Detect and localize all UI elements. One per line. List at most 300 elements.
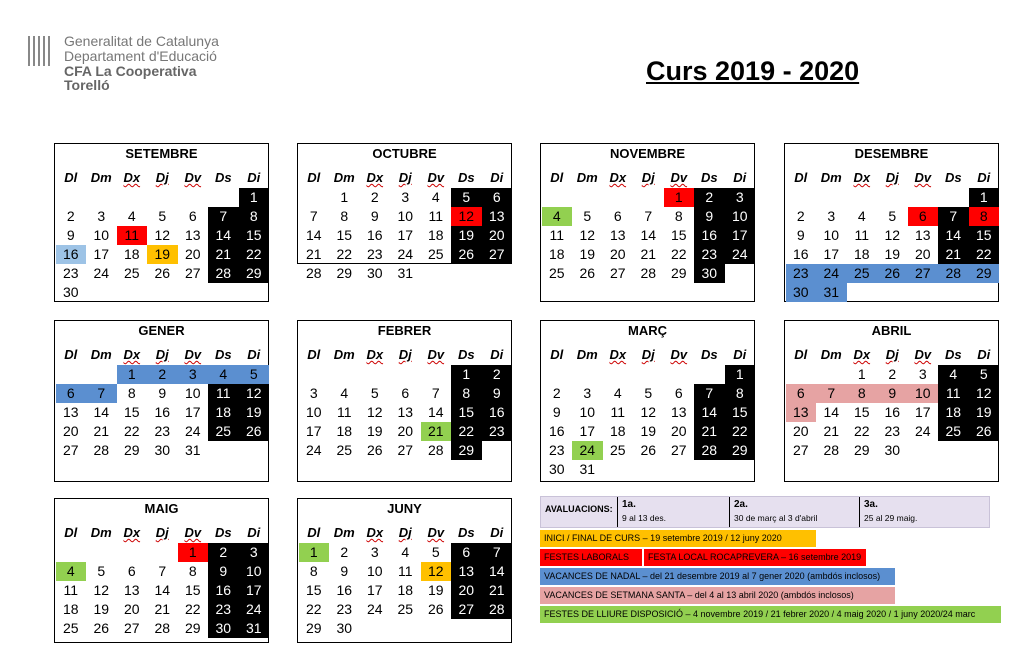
weekday-header: Dv [914,170,932,185]
day-cell: 21 [208,245,239,264]
day-cell: 15 [725,403,756,422]
day-cell: 27 [609,265,626,281]
day-cell: 14 [640,227,657,243]
month-name: MAIG [144,501,179,516]
day-cell: 8 [239,207,270,226]
evaluation-1-title: 1a. [622,499,636,510]
weekday-header: Dm [576,170,598,185]
evaluation-2-title: 2a. [734,499,748,510]
day-cell: 15 [123,404,140,420]
day-cell: 28 [208,264,239,283]
weekday-header: Dm [820,347,842,362]
day-cell: 26 [877,264,908,283]
legend-festes-lliure: FESTES DE LLIURE DISPOSICIÓ – 4 novembre 2019 / 21 febrer 2020 / 4 maig 2020 / 1 juny 2020/24 marc [540,606,1001,623]
day-cell: 7 [208,207,239,226]
day-cell: 2 [340,544,349,560]
day-cell: 12 [451,207,482,226]
day-cell: 29 [184,620,201,636]
day-cell: 3 [239,543,270,562]
weekday-header: Ds [214,525,232,540]
day-cell: 10 [93,227,110,243]
day-cell: 14 [482,562,513,581]
day-cell: 19 [93,601,110,617]
day-cell: 17 [93,246,110,262]
day-cell: 22 [184,601,201,617]
day-cell: 20 [451,581,482,600]
day-cell: 18 [336,423,353,439]
day-cell: 3 [309,385,318,401]
day-cell: 15 [305,582,322,598]
day-cell: 29 [451,441,482,460]
day-cell: 9 [340,563,349,579]
weekday-header: Dl [307,170,321,185]
day-cell: 28 [482,600,513,619]
day-cell: 31 [184,442,201,458]
month-octubre [297,143,512,281]
day-cell: 16 [482,403,513,422]
day-cell: 9 [552,404,561,420]
day-cell: 9 [158,385,167,401]
weekday-header: Dj [885,347,899,362]
day-cell: 23 [208,600,239,619]
day-cell: 23 [366,246,383,262]
weekday-header: Dl [794,347,808,362]
day-cell: 27 [451,600,482,619]
day-cell: 16 [208,581,239,600]
day-cell: 11 [117,226,148,245]
legend-festa-local: FESTA LOCAL ROCAPREVERA – 16 setembre 2019 [644,549,866,566]
day-cell: 6 [451,543,482,562]
day-cell: 25 [397,601,414,617]
weekday-header: Dl [550,170,564,185]
evaluation-2 [729,497,862,527]
day-cell: 13 [184,227,201,243]
weekday-header: Di [733,170,747,185]
day-cell: 25 [62,620,79,636]
day-cell: 10 [579,404,596,420]
day-cell: 4 [56,562,87,581]
weekday-header: Dj [641,347,655,362]
day-cell: 17 [823,246,840,262]
weekday-header: Dv [427,525,445,540]
weekday-header: Dx [123,347,141,362]
day-cell: 23 [482,422,513,441]
day-cell: 28 [93,442,110,458]
day-cell: 21 [938,245,969,264]
day-cell: 3 [583,385,592,401]
day-cell: 20 [792,423,809,439]
day-cell: 17 [239,581,270,600]
day-cell: 2 [552,385,561,401]
day-cell: 8 [340,208,349,224]
weekday-header: Di [490,525,504,540]
weekday-header: Ds [214,347,232,362]
day-cell: 16 [336,582,353,598]
day-cell: 17 [305,423,322,439]
day-cell: 22 [123,423,140,439]
weekday-header: Dx [366,347,384,362]
day-cell: 5 [583,208,592,224]
day-cell: 4 [542,207,573,226]
day-cell: 2 [147,365,178,384]
day-cell: 15 [451,403,482,422]
legend-inici-final: INICI / FINAL DE CURS – 19 setembre 2019 / 12 juny 2020 [540,530,816,547]
day-cell: 9 [66,227,75,243]
weekday-header: Dx [366,525,384,540]
day-cell: 9 [370,208,379,224]
day-cell: 9 [694,207,725,226]
day-cell: 16 [884,404,901,420]
day-cell: 29 [853,442,870,458]
weekday-header: Di [247,170,261,185]
day-cell: 1 [340,189,349,205]
day-cell: 13 [451,562,482,581]
month-name: DESEMBRE [854,146,929,161]
day-cell: 15 [969,226,1000,245]
day-cell: 22 [451,422,482,441]
day-cell: 28 [938,264,969,283]
day-cell: 5 [97,563,106,579]
month-name: NOVEMBRE [609,146,686,161]
month-setembre [54,143,269,302]
day-cell: 23 [548,442,565,458]
day-cell: 24 [239,600,270,619]
weekday-header: Ds [700,347,718,362]
day-cell: 11 [610,404,626,420]
day-cell: 11 [397,563,413,579]
weekday-header: Dj [398,525,412,540]
day-cell: 17 [725,226,756,245]
weekday-header: Dl [307,347,321,362]
day-cell: 29 [969,264,1000,283]
month-febrer [297,320,512,482]
weekday-header: Dx [123,525,141,540]
weekday-header: Dm [333,525,355,540]
day-cell: 11 [854,227,870,243]
day-cell: 29 [725,441,756,460]
weekday-header: Di [977,170,991,185]
day-cell: 21 [694,422,725,441]
header-line-2: Departament d'Educació [64,47,217,64]
weekday-header: Dl [64,525,78,540]
day-cell: 20 [184,246,201,262]
day-cell: 28 [640,265,657,281]
day-cell: 25 [847,264,878,283]
weekday-header: Dx [609,170,627,185]
day-cell: 12 [579,227,596,243]
day-cell: 27 [792,442,809,458]
day-cell: 4 [613,385,622,401]
day-cell: 10 [823,227,840,243]
day-cell: 7 [431,385,440,401]
day-cell: 17 [397,227,414,243]
day-cell: 18 [853,246,870,262]
day-cell: 21 [640,246,657,262]
day-cell: 15 [336,227,353,243]
day-cell: 30 [208,619,239,638]
day-cell: 13 [123,582,140,598]
day-cell: 30 [366,265,383,281]
legend-vacances-setmana-santa: VACANCES DE SETMANA SANTA – del 4 al 13 abril 2020 (ambdós inclosos) [540,587,895,604]
day-cell: 8 [127,385,136,401]
day-cell: 31 [816,283,847,302]
day-cell: 28 [154,620,171,636]
day-cell: 8 [969,207,1000,226]
day-cell: 14 [154,582,171,598]
day-cell: 11 [938,384,969,403]
weekday-header: Ds [700,170,718,185]
evaluation-3-title: 3a. [864,499,878,510]
day-cell: 30 [884,442,901,458]
day-cell: 7 [694,384,725,403]
weekday-header: Ds [944,170,962,185]
day-cell: 27 [123,620,140,636]
month-name: OCTUBRE [372,146,437,161]
day-cell: 18 [938,403,969,422]
month-name: FEBRER [377,323,432,338]
day-cell: 10 [239,562,270,581]
day-cell: 20 [397,423,414,439]
day-cell: 3 [178,365,209,384]
day-cell: 31 [239,619,270,638]
weekday-header: Dv [184,170,202,185]
weekday-header: Dj [155,170,169,185]
day-cell: 3 [918,366,927,382]
day-cell: 25 [548,265,565,281]
generalitat-logo-icon [28,36,52,66]
day-cell: 26 [579,265,596,281]
day-cell: 9 [796,227,805,243]
day-cell: 12 [93,582,110,598]
weekday-header: Dx [366,170,384,185]
day-cell: 8 [309,563,318,579]
day-cell: 2 [482,365,513,384]
day-cell: 19 [969,403,1000,422]
day-cell: 10 [725,207,756,226]
day-cell: 13 [786,403,817,422]
day-cell: 16 [792,246,809,262]
day-cell: 26 [239,422,270,441]
day-cell: 12 [239,384,270,403]
day-cell: 24 [184,423,201,439]
weekday-header: Dm [820,170,842,185]
day-cell: 2 [888,366,897,382]
page-title: Curs 2019 - 2020 [646,56,860,86]
day-cell: 18 [609,423,626,439]
weekday-header: Di [247,347,261,362]
day-cell: 19 [579,246,596,262]
day-cell: 5 [370,385,379,401]
evaluations-label: AVALUACIONS: [545,504,613,514]
day-cell: 27 [397,442,414,458]
weekday-header: Di [247,525,261,540]
day-cell: 31 [579,461,596,477]
day-cell: 16 [548,423,565,439]
day-cell: 17 [366,582,383,598]
day-cell: 11 [63,582,79,598]
day-cell: 10 [908,384,939,403]
day-cell: 14 [938,226,969,245]
weekday-header: Dl [64,347,78,362]
day-cell: 27 [184,265,201,281]
day-cell: 21 [421,422,452,441]
day-cell: 2 [796,208,805,224]
day-cell: 4 [208,365,239,384]
day-cell: 22 [670,246,687,262]
month-desembre [784,143,999,302]
day-cell: 26 [154,265,171,281]
month-abril [784,320,999,482]
day-cell: 8 [451,384,482,403]
month-juny [297,498,512,643]
day-cell: 20 [123,601,140,617]
day-cell: 24 [397,246,414,262]
day-cell: 2 [208,543,239,562]
day-cell: 24 [816,264,847,283]
day-cell: 6 [786,384,817,403]
day-cell: 31 [397,265,414,281]
weekday-header: Ds [214,170,232,185]
weekday-header: Ds [944,347,962,362]
day-cell: 19 [884,246,901,262]
day-cell: 28 [427,442,444,458]
day-cell: 5 [888,208,897,224]
day-cell: 3 [97,208,106,224]
day-cell: 1 [299,543,330,562]
day-cell: 19 [366,423,383,439]
day-cell: 21 [823,423,840,439]
day-cell: 18 [548,246,565,262]
legend-festes-laborals: FESTES LABORALS [540,549,642,566]
day-cell: 19 [147,245,178,264]
weekday-header: Dv [670,347,688,362]
evaluation-1-dates: 9 al 13 des. [622,513,666,523]
day-cell: 24 [93,265,110,281]
day-cell: 25 [208,422,239,441]
day-cell: 19 [640,423,657,439]
day-cell: 12 [366,404,383,420]
day-cell: 20 [482,226,513,245]
day-cell: 29 [239,264,270,283]
day-cell: 23 [694,245,725,264]
day-cell: 10 [305,404,322,420]
day-cell: 2 [694,188,725,207]
day-cell: 6 [613,208,622,224]
evaluation-3-dates: 25 al 29 maig. [864,513,918,523]
day-cell: 22 [725,422,756,441]
day-cell: 14 [93,404,110,420]
header-line-1: Generalitat de Catalunya [64,33,219,49]
day-cell: 5 [431,544,440,560]
weekday-header: Dx [853,170,871,185]
day-cell: 14 [305,227,322,243]
day-cell: 28 [305,265,322,281]
day-cell: 12 [421,562,452,581]
day-cell: 5 [451,188,482,207]
day-cell: 7 [309,208,318,224]
day-cell: 21 [154,601,171,617]
day-cell: 4 [340,385,349,401]
day-cell: 27 [670,442,687,458]
day-cell: 7 [938,207,969,226]
day-cell: 21 [93,423,110,439]
day-cell: 30 [154,442,171,458]
day-cell: 26 [451,245,482,264]
day-cell: 25 [938,422,969,441]
day-cell: 19 [427,582,444,598]
day-cell: 16 [694,226,725,245]
day-cell: 14 [823,404,840,420]
weekday-header: Ds [457,525,475,540]
weekday-header: Di [490,170,504,185]
day-cell: 26 [640,442,657,458]
weekday-header: Di [977,347,991,362]
month-gener [54,320,269,482]
day-cell: 27 [62,442,79,458]
day-cell: 23 [884,423,901,439]
weekday-header: Dl [794,170,808,185]
legend-vacances-nadal: VACANCES DE NADAL – del 21 desembre 2019 al 7 gener 2020 (ambdós inclosos) [540,568,895,585]
day-cell: 1 [117,365,148,384]
day-cell: 11 [208,384,239,403]
day-cell: 22 [853,423,870,439]
day-cell: 8 [847,384,878,403]
day-cell: 2 [370,189,379,205]
evaluations-box [540,496,990,528]
day-cell: 4 [857,208,866,224]
day-cell: 25 [609,442,626,458]
month-name: JUNY [387,501,422,516]
day-cell: 25 [123,265,140,281]
day-cell: 6 [127,563,136,579]
month-novembre [540,143,755,302]
day-cell: 29 [305,620,322,636]
day-cell: 14 [208,226,239,245]
day-cell: 18 [208,403,239,422]
day-cell: 8 [674,208,683,224]
weekday-header: Dm [333,347,355,362]
weekday-header: Dm [576,347,598,362]
day-cell: 28 [694,441,725,460]
day-cell: 5 [239,365,270,384]
day-cell: 20 [914,246,931,262]
day-cell: 18 [397,582,414,598]
weekday-header: Dj [885,170,899,185]
weekday-header: Dm [90,170,112,185]
day-cell: 22 [305,601,322,617]
day-cell: 1 [725,365,756,384]
day-cell: 24 [914,423,931,439]
day-cell: 15 [239,226,270,245]
day-cell: 4 [938,365,969,384]
day-cell: 29 [123,442,140,458]
day-cell: 16 [366,227,383,243]
day-cell: 7 [816,384,847,403]
day-cell: 20 [62,423,79,439]
day-cell: 17 [579,423,596,439]
day-cell: 10 [397,208,414,224]
day-cell: 11 [428,208,444,224]
day-cell: 23 [154,423,171,439]
day-cell: 21 [482,581,513,600]
weekday-header: Di [490,347,504,362]
day-cell: 24 [725,245,756,264]
day-cell: 12 [969,384,1000,403]
day-cell: 23 [336,601,353,617]
day-cell: 4 [431,189,440,205]
weekday-header: Dj [641,170,655,185]
month-maig [54,498,269,643]
